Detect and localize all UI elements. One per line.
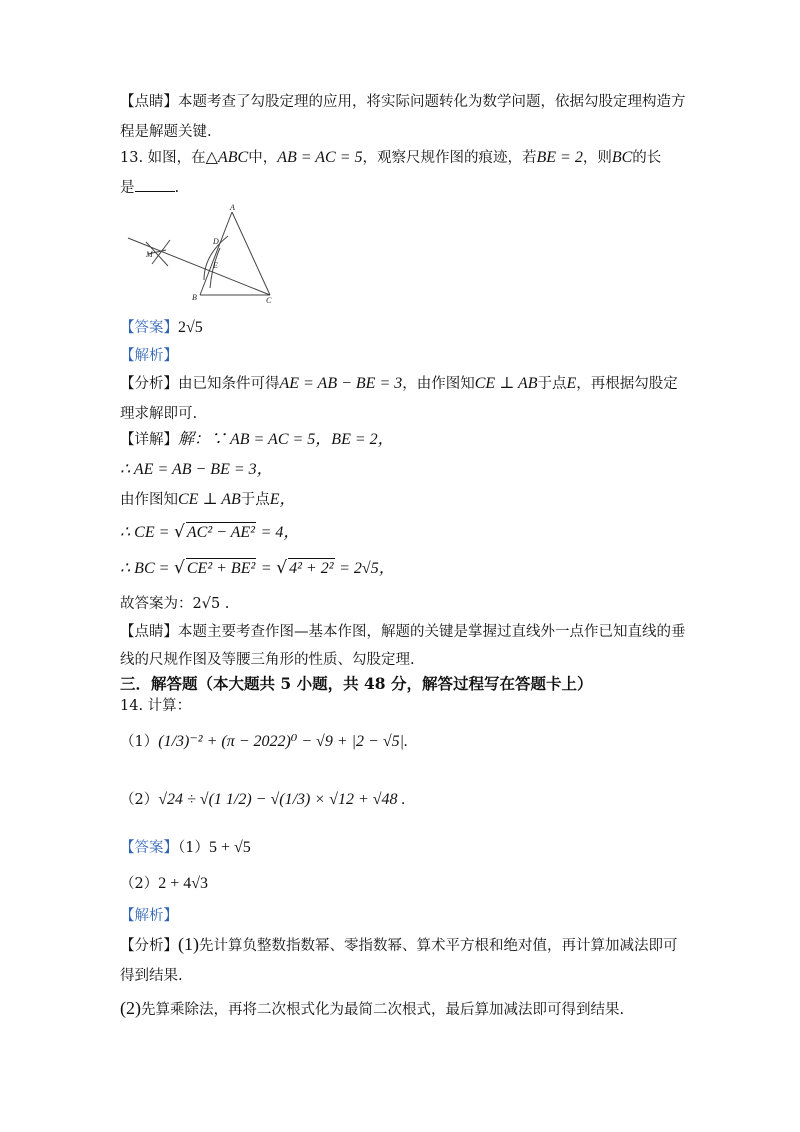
q14-number: 14. [120, 698, 144, 714]
q14-fenxi-2 [120, 998, 624, 1020]
q13-answer-value: 2√5 [178, 319, 203, 336]
q13-fenxi-a: 由已知条件可得 [178, 376, 280, 392]
answer-blank [135, 179, 175, 192]
label-m: M [146, 250, 153, 259]
q13-detail-1 [120, 430, 394, 450]
q14-ans2-value: 2 + 4√3 [158, 875, 209, 892]
q13-fenxi-tag: 【分析】 [120, 376, 178, 392]
q13-triangle: △ABC [205, 149, 249, 166]
q13-eq1: AB = AC = 5 [277, 149, 363, 166]
label-a: A [230, 203, 235, 212]
q13-detail-4 [120, 522, 299, 543]
q13-detail-5-radicand2: 4² + 2² [289, 560, 334, 577]
q13-detail-1-text: 解：∵ AB = AC = 5，BE = 2， [178, 431, 394, 448]
side-ab [200, 212, 232, 295]
q14-part2 [120, 790, 406, 810]
q13-analysis-label: 【解析】 [120, 348, 178, 364]
q13-stem-a: 如图，在 [147, 150, 206, 166]
q13-fenxi-b: ，由作图知 [402, 376, 475, 392]
q14-fenxi-1a: 先计算负整数指数幂、零指数幂、算术平方根和绝对值，再计算加减法即可 [199, 938, 678, 954]
q13-comment1-text: 本题主要考查作图—基本作图，解题的关键是掌握过直线外一点作已知直线的垂 [178, 624, 686, 640]
q14-ans1-value: 5 + √5 [208, 839, 251, 856]
q14-p1-expression: (1/3)⁻² + (π − 2022)⁰ − √9 + |2 − √5|. [158, 733, 409, 750]
q14-ans1-label: （1） [178, 840, 209, 856]
label-e: E [213, 261, 218, 270]
q13-stem-c: ，观察尺规作图的痕迹，若 [362, 150, 537, 166]
q14-fenxi-p1: (1) [178, 934, 199, 954]
q14-fenxi-1 [120, 934, 678, 956]
q13-detail-5 [120, 558, 395, 579]
q13-detail-4-radicand: AC² − AE² [186, 524, 255, 541]
q13-detail-3d: E， [269, 491, 296, 508]
prev-comment-tag: 【点睛】 [120, 94, 178, 110]
q13-comment-2: 线的尺规作图及等腰三角形的性质、勾股定理. [120, 652, 415, 668]
q13-stem-b: 中， [248, 150, 278, 166]
label-b: B [192, 293, 197, 302]
q13-comment-1 [120, 622, 686, 642]
q13-detail-3b: CE ⊥ AB [178, 491, 241, 508]
q13-stem-g: . [174, 180, 180, 196]
prev-comment-line1 [120, 92, 686, 112]
q13-detail-5-radicand1: CE² + BE² [186, 560, 256, 577]
q13-fenxi-d: ，再根据勾股定 [576, 376, 678, 392]
q13-stem-e: 的长 [632, 150, 662, 166]
q13-detail-3 [120, 490, 296, 510]
q13-eq2: BE = 2 [536, 149, 583, 166]
q14-answer-2 [120, 874, 208, 894]
label-c: C [266, 296, 272, 305]
prev-comment-line2: 程是解题关键. [120, 124, 212, 140]
q14-answer-1 [120, 838, 251, 858]
label-d: D [213, 237, 219, 246]
q13-fenxi-eq2: CE ⊥ AB [474, 375, 538, 392]
q13-stem-d: ，则 [582, 150, 612, 166]
q14-analysis-tag [120, 906, 178, 926]
q14-p1-label: （1） [120, 734, 159, 750]
q14-answer-tag: 【答案】 [120, 840, 178, 856]
q13-detail-4b: = 4， [260, 524, 300, 541]
q13-detail-2 [120, 460, 273, 480]
line-cm [128, 238, 270, 295]
q13-detail-3a: 由作图知 [120, 492, 178, 508]
q13-stem-2 [120, 178, 179, 198]
q13-final: 故答案为：2√5 . [120, 596, 230, 612]
q13-detail-5a: ∴ BC = [120, 560, 170, 577]
q13-analysis-tag [120, 346, 178, 366]
q13-detail-4a: ∴ CE = [120, 524, 170, 541]
q13-stem-f: 是 [120, 180, 135, 196]
prev-comment-text1: 本题考查了勾股定理的应用，将实际问题转化为数学问题，依据勾股定理构造方 [178, 94, 686, 110]
q13-fenxi-c: 于点 [537, 376, 567, 392]
q14-stem-text: 计算： [147, 698, 192, 714]
sqrt-sign: √ [174, 558, 185, 578]
sqrt-sign: √ [174, 522, 185, 542]
q13-detail-3c: 于点 [240, 492, 270, 508]
q14-fenxi-1b: 得到结果. [120, 968, 183, 984]
q13-detail-5b: = 2√5， [339, 560, 395, 577]
q13-detail-2-text: ∴ AE = AB − BE = 3， [120, 461, 273, 478]
q13-eq3: BC [611, 149, 633, 166]
q14-ans2-label: （2） [120, 876, 159, 892]
q13-number: 13. [120, 150, 144, 166]
q13-fenxi-eq: AE = AB − BE = 3 [279, 375, 403, 392]
q13-answer [120, 318, 203, 338]
sqrt-sign: √ [276, 558, 288, 578]
q13-comment-tag: 【点睛】 [120, 624, 178, 640]
q13-detail-tag: 【详解】 [120, 432, 178, 448]
q13-fenxi-e-point: E [566, 375, 577, 392]
q13-fenxi-2: 理求解即可. [120, 406, 198, 422]
q14-p2-label: （2） [120, 792, 159, 808]
section-heading: 三．解答题（本大题共 5 小题，共 48 分，解答过程写在答题卡上） [120, 674, 593, 693]
q13-stem [120, 148, 661, 168]
q14-part1 [120, 732, 408, 752]
q14-fenxi-tag: 【分析】 [120, 938, 178, 954]
triangle-figure [124, 200, 284, 306]
q13-fenxi [120, 374, 678, 394]
q14-p2-expression: √24 ÷ √(1 1/2) − √(1/3) × √12 + √48 . [158, 791, 406, 808]
q14-stem [120, 696, 191, 716]
q13-answer-tag: 【答案】 [120, 320, 178, 336]
q14-fenxi-2-text: 先算乘除法，再将二次根式化为最简二次根式，最后算加减法即可得到结果. [141, 1002, 625, 1018]
q14-fenxi-p2: (2) [120, 998, 141, 1018]
q13-detail-5-eq: = [260, 560, 272, 577]
q14-analysis-label: 【解析】 [120, 908, 178, 924]
